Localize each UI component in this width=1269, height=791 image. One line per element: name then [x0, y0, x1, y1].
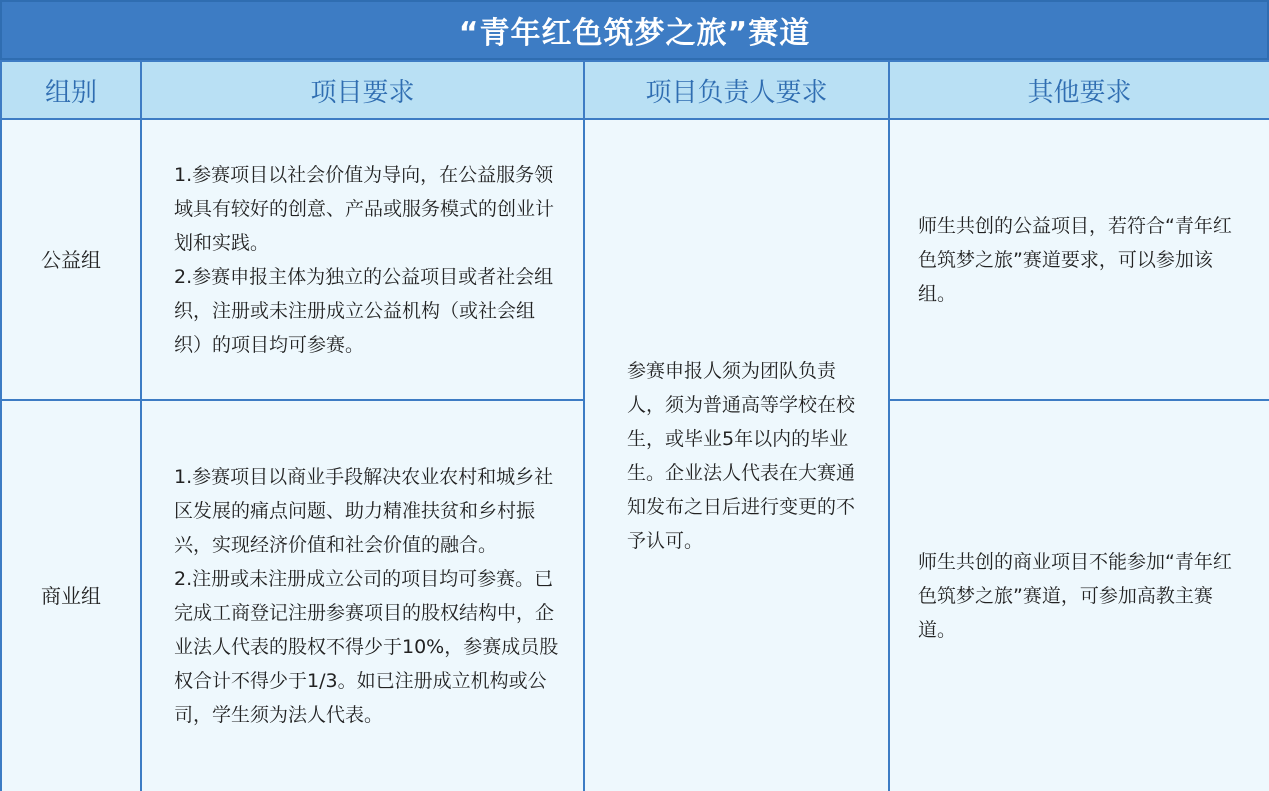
- requirement-item: 1.参赛项目以社会价值为导向，在公益服务领域具有较好的创意、产品或服务模式的创业计划和实践。: [174, 163, 555, 254]
- table-title: “青年红色筑梦之旅”赛道: [0, 0, 1269, 60]
- group-commercial: 商业组: [1, 400, 141, 791]
- other-requirements-public-welfare: 师生共创的公益项目，若符合“青年红色筑梦之旅”赛道要求，可以参加该组。: [889, 119, 1269, 400]
- other-requirements-commercial: 师生共创的商业项目不能参加“青年红色筑梦之旅”赛道，可参加高教主赛道。: [889, 400, 1269, 791]
- requirements-grid: [0, 60, 1269, 791]
- header-other-requirements: 其他要求: [889, 61, 1269, 119]
- requirement-item: 2.参赛申报主体为独立的公益项目或者社会组织，注册或未注册成立公益机构（或社会组织）的项目均可参赛。: [174, 265, 554, 356]
- header-group: 组别: [1, 61, 141, 119]
- project-requirements-public-welfare: [141, 119, 584, 400]
- leader-requirements: 参赛申报人须为团队负责人，须为普通高等学校在校生，或毕业5年以内的毕业生。企业法人代表在大赛通知发布之日后进行变更的不予认可。: [584, 119, 889, 791]
- requirement-item: 2.注册或未注册成立公司的项目均可参赛。已完成工商登记注册参赛项目的股权结构中，企业法人代表的股权不得少于10%，参赛成员股权合计不得少于1/3。如已注册成立机构或公司，学生须为法人代表。: [174, 568, 559, 726]
- project-requirements-commercial: [141, 400, 584, 791]
- group-public-welfare: 公益组: [1, 119, 141, 400]
- header-row: [1, 61, 1269, 119]
- header-project-requirements: 项目要求: [141, 61, 584, 119]
- header-leader-requirements: 项目负责人要求: [584, 61, 889, 119]
- requirement-item: 1.参赛项目以商业手段解决农业农村和城乡社区发展的痛点问题、助力精准扶贫和乡村振兴，实现经济价值和社会价值的融合。: [174, 466, 554, 556]
- table-row: [1, 119, 1269, 400]
